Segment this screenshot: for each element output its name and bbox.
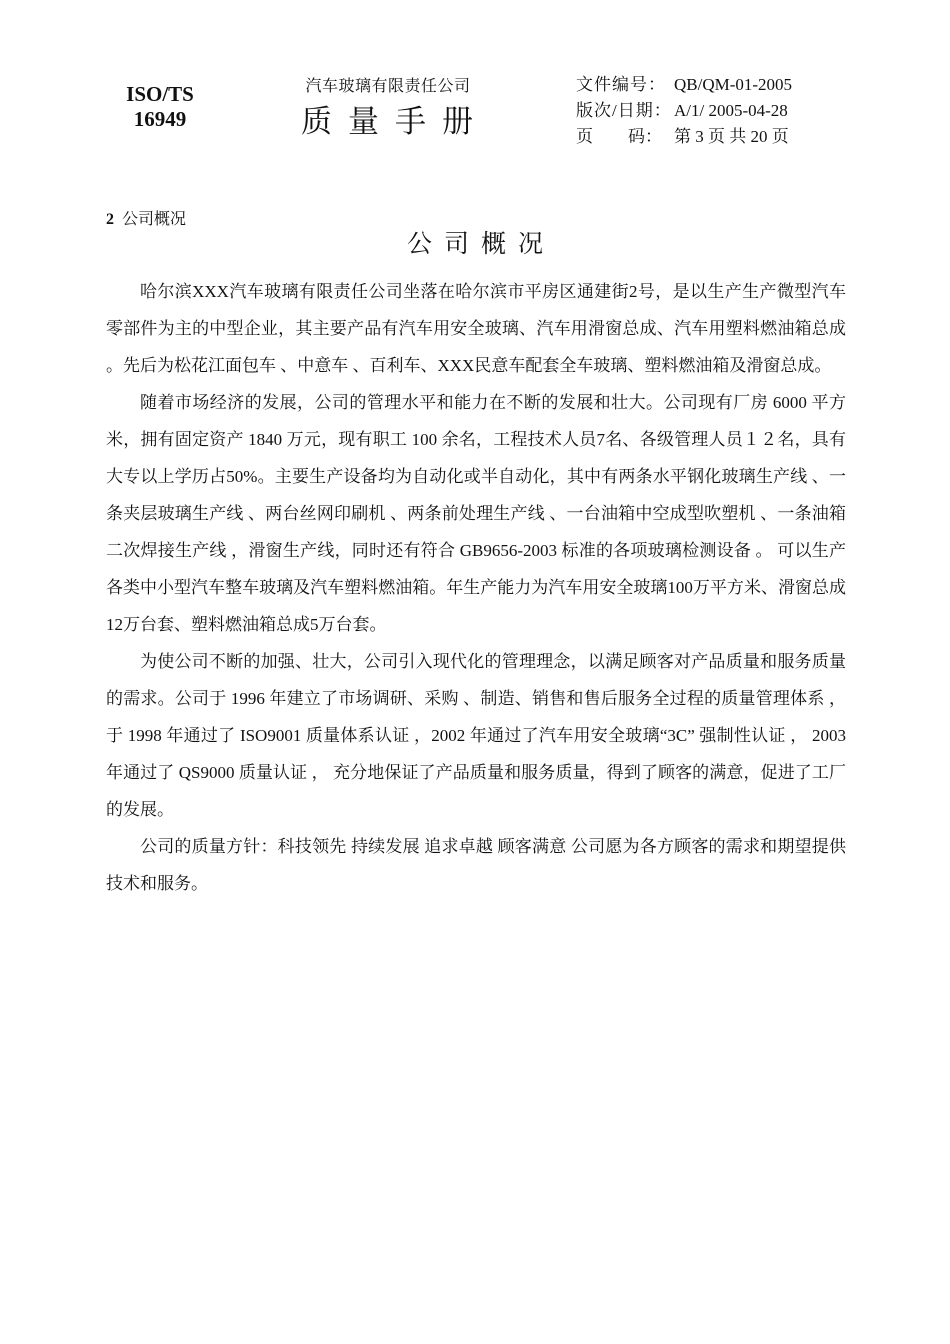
standard-line-2: 16949: [133, 107, 187, 131]
section-number: 2: [106, 211, 114, 228]
paragraph: 为使公司不断的加强、壮大，公司引入现代化的管理理念，以满足顾客对产品质量和服务质量的需求。公司于 1996 年建立了市场调研、采购 、制造、销售和售后服务全过程的质量管理体系 ，于 1998 年通过了 ISO9001 质量体系认证 ，2002 年通过了汽车用安全玻璃“3C” 强制性认证 ， 2003 年通过了 QS9000 质量认证 ， 充分地保证了产品质量和服务质量，得到了顾客的满意，促进了工厂的发展。: [106, 652, 846, 819]
meta-label: 文件编号：: [576, 75, 666, 94]
document-title: 公司概况: [406, 229, 555, 258]
manual-title: 质量手册: [301, 104, 489, 140]
meta-value: A/1/ 2005-04-28: [674, 101, 788, 120]
meta-value: 第 3 页 共 20 页: [674, 127, 789, 146]
meta-value: QB/QM-01-2005: [674, 75, 793, 94]
standard-line-1: ISO/TS: [126, 82, 194, 106]
company-name: 汽车玻璃有限责任公司: [305, 76, 471, 95]
meta-row-page-number: [576, 124, 876, 150]
paragraph: 公司的质量方针：科技领先 持续发展 追求卓越 顾客满意 公司愿为各方顾客的需求和期望提供技术和服务。: [106, 837, 846, 893]
paragraph: 哈尔滨XXX汽车玻璃有限责任公司坐落在哈尔滨市平房区通建街2号，是以生产生产微型汽车零部件为主的中型企业，其主要产品有汽车用安全玻璃、汽车用滑窗总成、汽车用塑料燃油箱总成 。先后为松花江面包车 、中意车 、百利车、XXX民意车配套全车玻璃、塑料燃油箱及滑窗总成。: [106, 282, 846, 375]
meta-row-revision-date: [576, 98, 876, 124]
meta-label: [576, 124, 662, 150]
document-body: [106, 273, 846, 902]
paragraph: 随着市场经济的发展，公司的管理水平和能力在不断的发展和壮大。公司现有厂房 6000 平方米，拥有固定资产 1840 万元，现有职工 100 余名，工程技术人员7名、各级管理人员１２名，具有大专以上学历占50%。主要生产设备均为自动化或半自动化，其中有两条水平钢化玻璃生产线 、一条夹层玻璃生产线 、两台丝网印刷机 、两条前处理生产线 、一台油箱中空成型吹塑机 、一条油箱二次焊接生产线 ，滑窗生产线，同时还有符合 GB9656-2003 标准的各项玻璃检测设备 。 可以生产各类中小型汽车整车玻璃及汽车塑料燃油箱。年生产能力为汽车用安全玻璃100万平方米、滑窗总成12万台套、塑料燃油箱总成5万台套。: [106, 393, 846, 634]
meta-row-file-number: [576, 72, 876, 98]
meta-label: 版次/日期：: [576, 101, 672, 120]
meta-label-part: 码：: [628, 127, 662, 146]
standard-label: [100, 82, 220, 132]
section-title: 公司概况: [122, 211, 187, 228]
meta-label-part: 页: [576, 127, 593, 146]
document-meta: [576, 72, 876, 150]
